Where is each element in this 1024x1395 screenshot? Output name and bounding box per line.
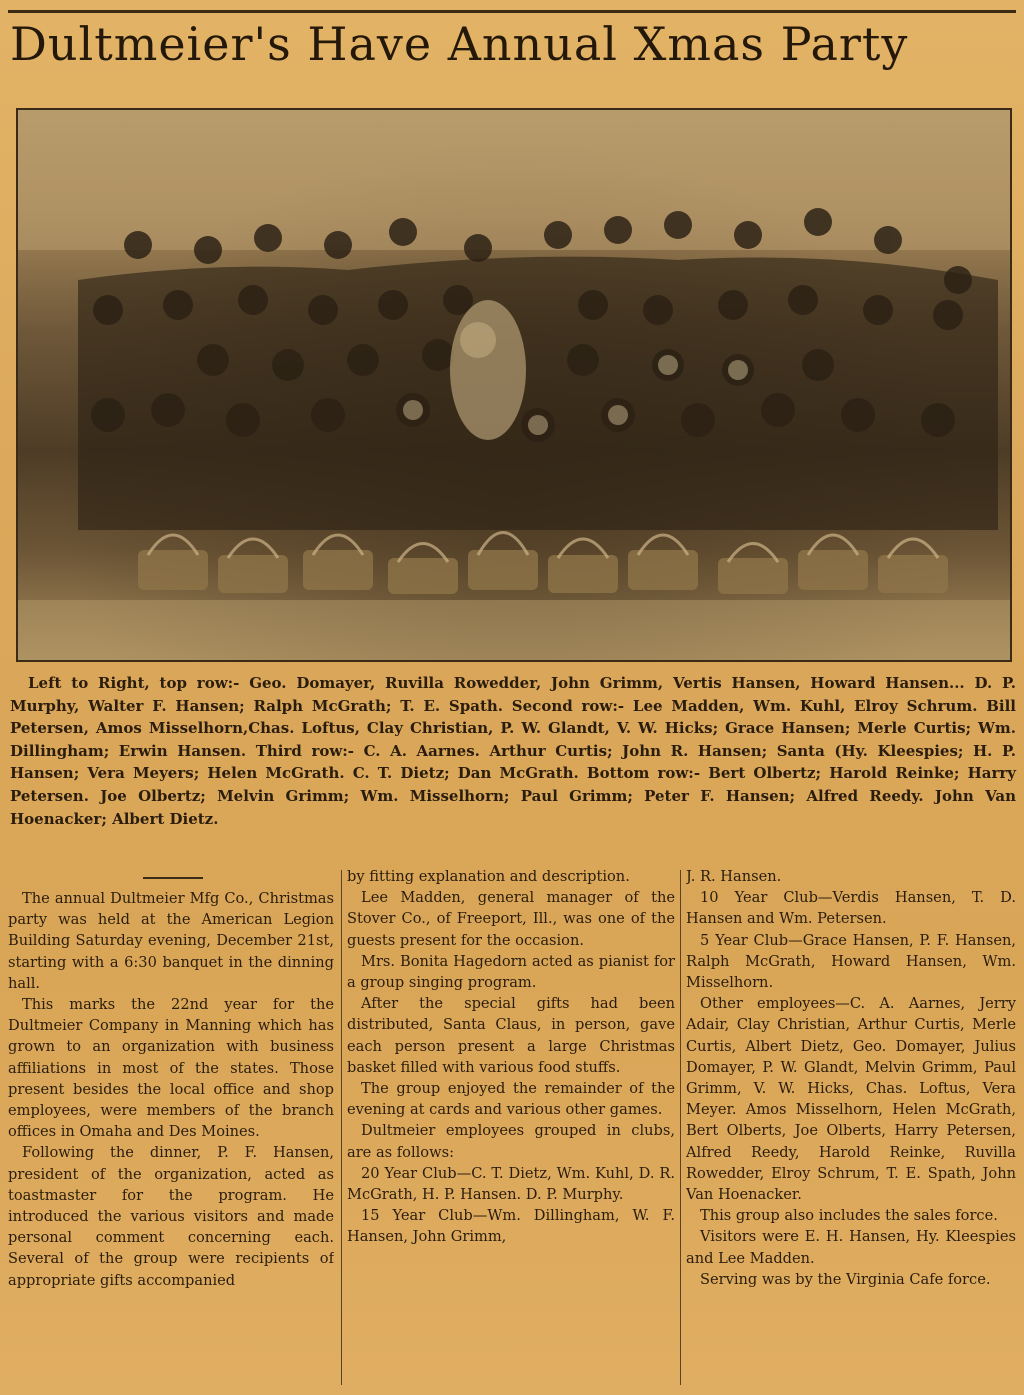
paragraph: Dultmeier employees grouped in clubs, are as follows: [347,1122,675,1161]
group-photo-illustration [18,110,1010,660]
column-divider-1 [341,870,342,1385]
paragraph: Serving was by the Virginia Cafe force. [700,1270,991,1288]
column-divider-2 [680,870,681,1385]
paragraph: This marks the 22nd year for the Dultmeier Company in Manning which has grown to an organization with business affiliations in most of the states. Those present besides the local office and shop employees, were members of the branch offices in Omaha and Des Moines. [8,996,334,1141]
paragraph: by fitting explanation and description. [347,868,630,885]
paragraph: 15 Year Club—Wm. Dillingham, W. F. Hansen, John Grimm, [347,1207,675,1246]
paragraph: 5 Year Club—Grace Hansen, P. F. Hansen, Ralph McGrath, Howard Hansen, Wm. Misselhorn. [686,931,1016,992]
group-photo [16,108,1012,662]
paragraph: J. R. Hansen. [686,868,782,885]
photo-caption: Left to Right, top row:- Geo. Domayer, Ruvilla Rowedder, John Grimm, Vertis Hansen, Howard Hansen... D. P. Murphy, Walter F. Hansen; Ralph McGrath; T. E. Spath. Second row:- Lee Madden, Wm. Kuhl, Elroy Schrum. Bill Petersen, Amos Misselhorn,Chas. Loftus, Clay Christian, P. W. Glandt, V. W. Hicks; Grace Hansen; Merle Curtis; Wm. Dillingham; Erwin Hansen. Third row:- C. A. Aarnes. Arthur Curtis; John R. Hansen; Santa (Hy. Kleespies; H. P. Hansen; Vera Meyers; Helen McGrath. C. T. Dietz; Dan McGrath. Bottom row:- Bert Olbertz; Harold Reinke; Harry Petersen. Joe Olbertz; Melvin Grimm; Wm. Misselhorn; Paul Grimm; Peter F. Hansen; Alfred Reedy. John Van Hoenacker; Albert Dietz. [10,674,1016,828]
paragraph: Visitors were E. H. Hansen, Hy. Kleespies and Lee Madden. [686,1228,1016,1267]
article-column-3 [686,866,1016,1386]
paragraph: 10 Year Club—Verdis Hansen, T. D. Hansen and Wm. Petersen. [686,889,1016,928]
paragraph: After the special gifts had been distributed, Santa Claus, in person, gave each person present a large Christmas basket filled with various food stuffs. [347,995,675,1076]
paragraph: The group enjoyed the remainder of the evening at cards and various other games. [347,1080,675,1119]
top-rule [8,10,1016,13]
article-column-2 [347,866,675,1386]
paragraph: Lee Madden, general manager of the Stover Co., of Freeport, Ill., was one of the guests present for the occasion. [347,889,675,949]
headline: Dultmeier's Have Annual Xmas Party [10,17,909,71]
paragraph: 20 Year Club—C. T. Dietz, Wm. Kuhl, D. R. McGrath, H. P. Hansen. D. P. Murphy. [347,1164,675,1204]
paragraph: Following the dinner, P. F. Hansen, president of the organization, acted as toastmaster for the program. He introduced the various visitors and made personal comment concerning each. Several of the group were recipients of appropriate gifts accompanied [8,1144,334,1289]
paragraph: Other employees—C. A. Aarnes, Jerry Adair, Clay Christian, Arthur Curtis, Merle Curtis, Albert Dietz, Geo. Domayer, Julius Domayer, P. W. Glandt, Melvin Grimm, Paul Grimm, V. W. Hicks, Chas. Loftus, Vera Meyer. Amos Misselhorn, Helen McGrath, Bert Olberts, Joe Olberts, Harry Petersen, Alfred Reedy, Harold Reinke, Ruvilla Rowedder, Elroy Schrum, T. E. Spath, John Van Hoenacker. [686,995,1016,1204]
paragraph: The annual Dultmeier Mfg Co., Christmas party was held at the American Legion Building Saturday evening, December 21st, starting with a 6:30 banquet in the dinning hall. [8,890,334,992]
paragraph: This group also includes the sales force. [700,1207,998,1225]
paragraph: Mrs. Bonita Hagedorn acted as pianist for a group singing program. [347,952,675,992]
article-column-1 [8,866,334,1386]
